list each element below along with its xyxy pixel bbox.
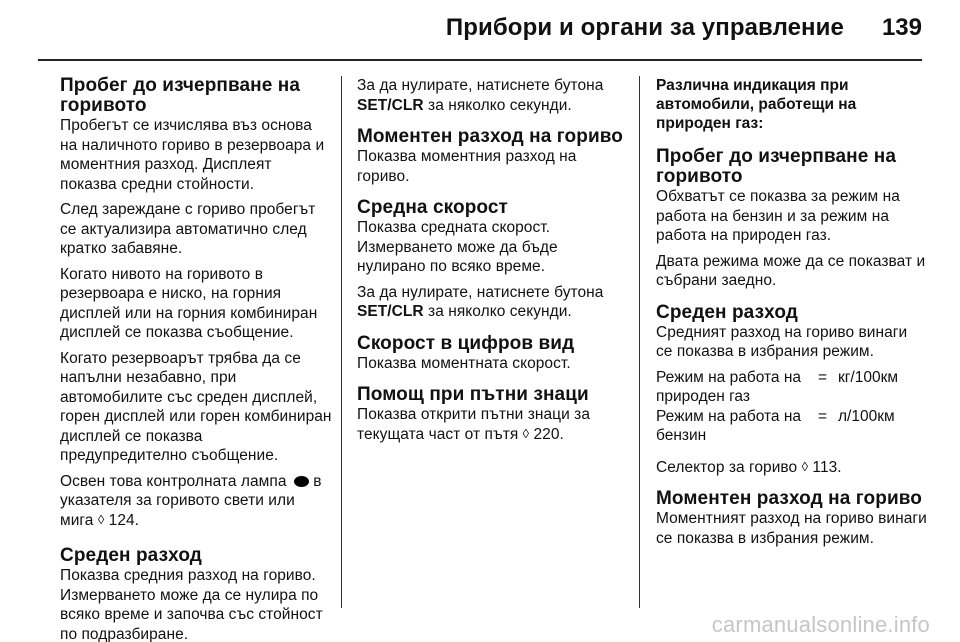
paragraph: Обхватът се показва за режим на работа на бензин и за режим на работа на природен газ. bbox=[656, 188, 900, 244]
heading-instant-consumption: Моментен разход на гориво bbox=[357, 126, 623, 147]
paragraph: Когато резервоарът трябва да се напълни незабавно, при автомобилите със среден дисплей, горен дисплей или горен комбиниран дисплей се показва предупредително съобщение. bbox=[60, 349, 332, 464]
paragraph: След зареждане с гориво пробегът се актуализира автоматично след кратко забавяне. bbox=[60, 201, 316, 257]
text: Селектор за гориво bbox=[656, 458, 798, 476]
page-reference[interactable]: 113. bbox=[812, 458, 842, 476]
table-cell-unit: кг/100км bbox=[838, 368, 899, 386]
page-reference[interactable]: 124. bbox=[108, 511, 140, 529]
paragraph-reset bbox=[357, 76, 629, 115]
heading-digital-speed: Скорост в цифров вид bbox=[357, 332, 575, 354]
text: за няколко секунди. bbox=[428, 96, 572, 114]
reference-icon: ◊ bbox=[801, 458, 809, 474]
table-cell-equals: = bbox=[818, 368, 828, 386]
key-label: SET/CLR bbox=[357, 96, 424, 114]
text: за няколко секунди. bbox=[428, 303, 572, 320]
paragraph: Двата режима може да се показват и събрани заедно. bbox=[656, 252, 926, 289]
table-row bbox=[656, 407, 928, 446]
header-rule bbox=[38, 59, 922, 61]
key-label: SET/CLR bbox=[357, 303, 424, 320]
paragraph-reset bbox=[357, 283, 629, 322]
column-2 bbox=[357, 76, 629, 450]
heading-traffic-signs: Помощ при пътни знаци bbox=[357, 384, 589, 405]
column-divider-1 bbox=[341, 76, 342, 608]
text: Освен това контролната лампа bbox=[60, 472, 287, 490]
page-header bbox=[446, 14, 922, 42]
text: За да нулирате, натиснете бутона bbox=[357, 283, 604, 301]
paragraph: Показва моментната скорост. bbox=[357, 354, 571, 372]
reference-icon: ◊ bbox=[522, 425, 530, 441]
paragraph bbox=[357, 405, 629, 444]
text: Показва открити пътни знаци за текущата част от пътя bbox=[357, 406, 590, 443]
heading-average-consumption: Среден разход bbox=[656, 301, 798, 323]
text: За да нулирате, натиснете бутона bbox=[357, 77, 604, 94]
paragraph: Средният разход на гориво винаги се показва в избрания режим. bbox=[656, 323, 908, 360]
paragraph: Показва средната скорост. Измерването може да бъде нулирано по всяко време. bbox=[357, 219, 558, 275]
fuel-warning-lamp-icon bbox=[294, 476, 309, 487]
page-number: 139 bbox=[881, 14, 922, 41]
column-divider-2 bbox=[639, 76, 640, 608]
table-row bbox=[656, 368, 928, 407]
heading-instant-consumption: Моментен разход на гориво bbox=[656, 488, 922, 509]
column-3 bbox=[656, 76, 928, 554]
paragraph: Пробегът се изчислява въз основа на наличното гориво в резервоара и моментния разход. Дисплеят показва средни стойности. bbox=[60, 117, 325, 193]
heading-natural-gas-vehicles: Различна индикация при автомобили, работещи на природен газ: bbox=[656, 77, 857, 132]
paragraph: Показва средния разход на гориво. Измерването може да се нулира по всяко време и започва със стойност по подразбиране. bbox=[60, 567, 323, 642]
table-cell-equals: = bbox=[818, 407, 828, 425]
text: в указателя за горивото свети или мига bbox=[60, 472, 322, 529]
heading-range: Пробег до изчерпване на горивото bbox=[60, 75, 301, 116]
column-1 bbox=[60, 76, 332, 642]
paragraph bbox=[656, 458, 928, 478]
paragraph: Когато нивото на горивото в резервоара е ниско, на горния дисплей или на горния комбиниран дисплей се показва съобщение. bbox=[60, 265, 318, 341]
paragraph: Моментният разход на гориво винаги се показва в избрания режим. bbox=[656, 510, 927, 547]
page-title: Прибори и органи за управление bbox=[445, 14, 844, 41]
paragraph: Показва моментния разход на гориво. bbox=[357, 148, 577, 185]
reference-icon: ◊ bbox=[97, 511, 105, 527]
table-cell-mode: Режим на работа на бензин bbox=[656, 407, 802, 444]
heading-average-speed: Средна скорост bbox=[357, 197, 508, 218]
watermark: carmanualsonline.info bbox=[711, 612, 930, 637]
table-cell-unit: л/100км bbox=[838, 407, 895, 425]
heading-average-consumption: Среден разход bbox=[60, 545, 202, 566]
page-reference[interactable]: 220. bbox=[533, 425, 564, 443]
table-cell-mode: Режим на работа на природен газ bbox=[656, 368, 802, 405]
paragraph-lamp bbox=[60, 472, 332, 531]
heading-range: Пробег до изчерпване на горивото bbox=[656, 146, 897, 187]
